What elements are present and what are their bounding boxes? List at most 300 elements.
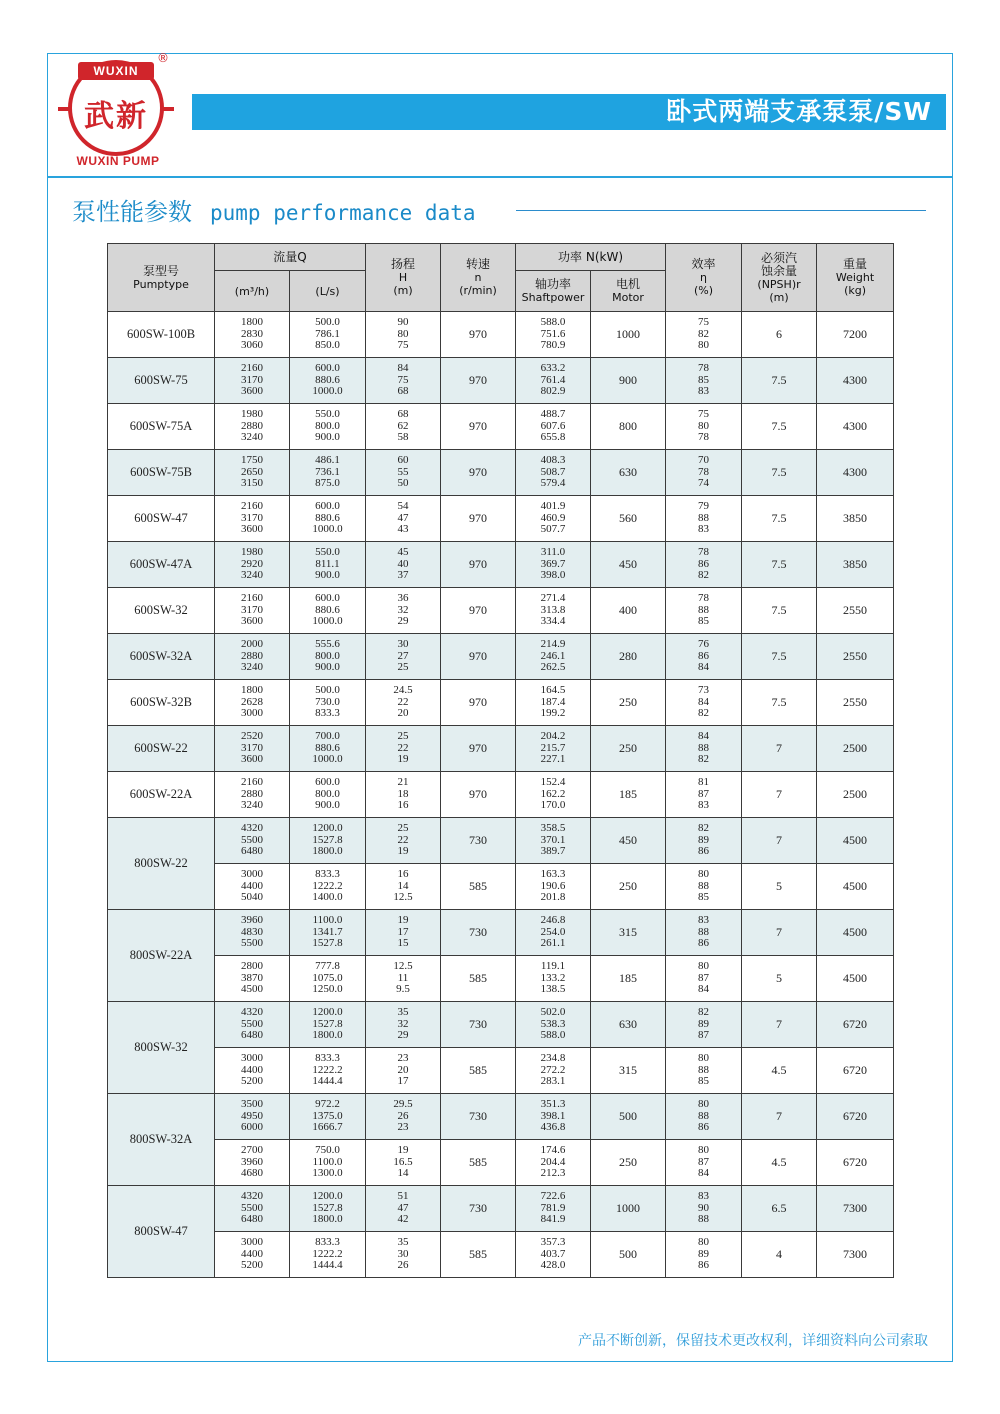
table-row [108,496,894,542]
efficiency-value: 85 [698,1075,710,1088]
flow-m3h-value: 6480 [241,845,263,858]
weight: 6720 [817,1002,894,1048]
flow-ls-value: 550.0 [315,408,340,421]
flow-m3h-value: 3170 [241,603,263,616]
motor-power: 1000 [591,1186,666,1232]
flow-ls-value: 1527.8 [312,1201,343,1214]
pump-model: 800SW-22A [108,910,215,1002]
efficiency-value: 73 [698,684,710,697]
shaft-power-value: 460.9 [540,511,566,524]
flow-ls-value: 833.3 [315,1236,340,1249]
head-value: 19 [397,1144,409,1157]
shaft-power-value: 201.8 [540,891,566,904]
table-row [108,910,894,956]
speed: 585 [441,1140,516,1186]
efficiency-value: 83 [698,385,710,398]
flow-m3h [215,1232,290,1278]
shaft-power [516,864,591,910]
efficiency-value: 88 [698,925,710,938]
flow-m3h-value: 2880 [241,649,263,662]
head-value: 30 [397,1247,409,1260]
flow-m3h-value: 3000 [241,707,263,720]
head-value: 14 [397,879,409,892]
flow-m3h-value: 3600 [241,615,263,628]
head-value: 17 [397,1075,409,1088]
flow-m3h-value: 3870 [241,971,263,984]
shaft-power [516,956,591,1002]
flow-ls-value: 900.0 [315,569,340,582]
flow-ls-value: 1300.0 [312,1167,343,1180]
shaft-power-value: 204.2 [540,730,566,743]
shaft-power [516,818,591,864]
npsh: 5 [742,956,817,1002]
npsh: 4 [742,1232,817,1278]
efficiency-value: 80 [698,339,710,352]
efficiency-value: 82 [698,707,710,720]
flow-m3h-value: 6000 [241,1121,263,1134]
flow-m3h-value: 3000 [241,1236,263,1249]
head-value: 25 [397,730,409,743]
flow-ls-value: 880.6 [315,603,340,616]
pump-model: 600SW-32A [108,634,215,680]
efficiency-value: 88 [698,511,710,524]
efficiency [666,772,742,818]
weight: 6720 [817,1140,894,1186]
flow-ls-value: 1666.7 [312,1121,343,1134]
efficiency [666,910,742,956]
head-value: 20 [397,1063,409,1076]
efficiency-value: 75 [698,316,710,329]
flow-ls-value: 800.0 [315,419,340,432]
flow-ls-value: 500.0 [315,684,340,697]
flow-m3h-value: 5500 [241,1201,263,1214]
flow-m3h-value: 5500 [241,937,263,950]
head-value: 68 [397,385,409,398]
header-flow: 流量Q [215,244,366,271]
flow-m3h-value: 3600 [241,753,263,766]
npsh: 7.5 [742,680,817,726]
flow-m3h-value: 3170 [241,741,263,754]
shaft-power-value: 488.7 [540,408,566,421]
flow-ls-value: 833.3 [315,1052,340,1065]
motor-power: 800 [591,404,666,450]
npsh: 7 [742,1002,817,1048]
efficiency-value: 84 [698,730,710,743]
flow-m3h [215,680,290,726]
shaft-power-value: 212.3 [540,1167,566,1180]
shaft-power-value: 254.0 [540,925,566,938]
flow-ls-value: 1222.2 [312,1247,343,1260]
shaft-power-value: 199.2 [540,707,566,720]
head [366,496,441,542]
header-divider [47,176,953,178]
head [366,1002,441,1048]
head [366,1048,441,1094]
shaft-power-value: 507.7 [540,523,566,536]
flow-ls [290,956,366,1002]
flow-m3h [215,358,290,404]
shaft-power-value: 272.2 [540,1063,566,1076]
flow-ls [290,726,366,772]
shaft-power-value: 538.3 [540,1017,566,1030]
flow-m3h [215,634,290,680]
pump-model: 600SW-47 [108,496,215,542]
table-row [108,1140,894,1186]
flow-ls-value: 1222.2 [312,1063,343,1076]
flow-ls-value: 833.3 [315,868,340,881]
flow-ls [290,404,366,450]
weight: 7200 [817,312,894,358]
table-row [108,1094,894,1140]
flow-m3h [215,956,290,1002]
shaft-power-value: 436.8 [540,1121,566,1134]
speed: 970 [441,496,516,542]
flow-m3h [215,542,290,588]
flow-ls-value: 800.0 [315,787,340,800]
shaft-power-value: 313.8 [540,603,566,616]
table-row [108,1048,894,1094]
shaft-power-value: 271.4 [540,592,566,605]
shaft-power-value: 164.5 [540,684,566,697]
efficiency-value: 78 [698,546,710,559]
flow-m3h-value: 2000 [241,638,263,651]
motor-power: 500 [591,1232,666,1278]
efficiency-value: 82 [698,569,710,582]
flow-m3h-value: 2160 [241,592,263,605]
flow-m3h-value: 3600 [241,385,263,398]
head [366,772,441,818]
head [366,542,441,588]
flow-ls-value: 786.1 [315,327,340,340]
head-value: 12.5 [393,960,413,973]
speed: 585 [441,864,516,910]
flow-m3h-value: 3060 [241,339,263,352]
motor-power: 1000 [591,312,666,358]
flow-m3h-value: 3600 [241,523,263,536]
efficiency [666,864,742,910]
shaft-power [516,1094,591,1140]
weight: 4500 [817,910,894,956]
speed: 730 [441,910,516,956]
efficiency-value: 86 [698,1259,710,1272]
efficiency [666,818,742,864]
efficiency-value: 86 [698,937,710,950]
table-row [108,312,894,358]
npsh: 7 [742,772,817,818]
flow-ls-value: 1200.0 [312,1006,343,1019]
head-value: 26 [397,1109,409,1122]
efficiency [666,1048,742,1094]
efficiency [666,1232,742,1278]
head-value: 20 [397,707,409,720]
flow-m3h-value: 4320 [241,1190,263,1203]
efficiency-value: 75 [698,408,710,421]
head-value: 90 [397,316,409,329]
head [366,1094,441,1140]
flow-m3h [215,496,290,542]
efficiency-value: 84 [698,1167,710,1180]
head-value: 40 [397,557,409,570]
head-value: 25 [397,822,409,835]
efficiency-value: 80 [698,868,710,881]
pump-model: 600SW-100B [108,312,215,358]
flow-ls-value: 600.0 [315,362,340,375]
weight: 4300 [817,358,894,404]
head [366,450,441,496]
efficiency [666,634,742,680]
shaft-power-value: 214.9 [540,638,566,651]
flow-ls [290,772,366,818]
flow-m3h-value: 3240 [241,799,263,812]
efficiency-value: 83 [698,1190,710,1203]
registered-mark: ® [157,51,169,65]
motor-power: 250 [591,680,666,726]
shaft-power [516,772,591,818]
flow-m3h-value: 3150 [241,477,263,490]
shaft-power-value: 401.9 [540,500,566,513]
flow-m3h [215,1048,290,1094]
head-value: 60 [397,454,409,467]
head-value: 75 [397,339,409,352]
flow-m3h-value: 5500 [241,1017,263,1030]
shaft-power-value: 204.4 [540,1155,566,1168]
shaft-power-value: 334.4 [540,615,566,628]
shaft-power-value: 133.2 [540,971,566,984]
shaft-power-value: 246.8 [540,914,566,927]
shaft-power-value: 403.7 [540,1247,566,1260]
table-row [108,1232,894,1278]
efficiency [666,450,742,496]
pump-model: 600SW-47A [108,542,215,588]
shaft-power-value: 190.6 [540,879,566,892]
efficiency-value: 79 [698,500,710,513]
efficiency [666,680,742,726]
efficiency-value: 88 [698,879,710,892]
head [366,358,441,404]
head-value: 29.5 [393,1098,413,1111]
efficiency-value: 78 [698,362,710,375]
flow-ls-value: 1400.0 [312,891,343,904]
head-value: 58 [397,431,409,444]
flow-ls-value: 800.0 [315,649,340,662]
flow-ls-value: 900.0 [315,799,340,812]
speed: 585 [441,1232,516,1278]
efficiency-value: 86 [698,845,710,858]
weight: 2550 [817,634,894,680]
weight: 2500 [817,726,894,772]
efficiency-value: 70 [698,454,710,467]
head-value: 22 [397,833,409,846]
flow-ls-value: 1527.8 [312,833,343,846]
flow-ls [290,1232,366,1278]
pump-model: 600SW-32 [108,588,215,634]
table-row [108,1002,894,1048]
shaft-power-value: 633.2 [540,362,566,375]
table-row [108,588,894,634]
head [366,1186,441,1232]
shaft-power-value: 655.8 [540,431,566,444]
flow-m3h [215,450,290,496]
table-row [108,864,894,910]
flow-ls-value: 1100.0 [312,914,343,927]
shaft-power-value: 508.7 [540,465,566,478]
shaft-power-value: 234.8 [540,1052,566,1065]
motor-power: 315 [591,910,666,956]
head-value: 19 [397,753,409,766]
logo-wuxin-pump: WUXIN PUMP [76,154,160,168]
shaft-power-value: 351.3 [540,1098,566,1111]
flow-ls [290,358,366,404]
header-motor: 电机 Motor [591,271,666,312]
flow-m3h-value: 1750 [241,454,263,467]
head-value: 21 [397,776,409,789]
shaft-power-value: 119.1 [540,960,566,973]
efficiency-value: 78 [698,431,710,444]
shaft-power [516,312,591,358]
flow-m3h-value: 6480 [241,1029,263,1042]
pump-model: 800SW-47 [108,1186,215,1278]
weight: 3850 [817,542,894,588]
head-value: 45 [397,546,409,559]
flow-ls-value: 1222.2 [312,879,343,892]
section-title-en: pump performance data [210,201,476,225]
shaft-power-value: 357.3 [540,1236,566,1249]
efficiency-value: 83 [698,914,710,927]
flow-ls [290,634,366,680]
weight: 4500 [817,818,894,864]
speed: 730 [441,1094,516,1140]
wuxin-logo [58,55,178,173]
efficiency-value: 80 [698,419,710,432]
speed: 970 [441,542,516,588]
head [366,910,441,956]
motor-power: 900 [591,358,666,404]
head-value: 17 [397,925,409,938]
flow-m3h [215,1140,290,1186]
shaft-power-value: 579.4 [540,477,566,490]
efficiency [666,312,742,358]
shaft-power-value: 802.9 [540,385,566,398]
npsh: 5 [742,864,817,910]
section-rule [516,210,926,211]
head-value: 23 [397,1121,409,1134]
shaft-power-value: 187.4 [540,695,566,708]
flow-m3h [215,864,290,910]
motor-power: 560 [591,496,666,542]
head-value: 24.5 [393,684,413,697]
head-value: 75 [397,373,409,386]
flow-ls-value: 750.0 [315,1144,340,1157]
npsh: 4.5 [742,1048,817,1094]
head-value: 22 [397,741,409,754]
shaft-power [516,1186,591,1232]
efficiency-value: 88 [698,1063,710,1076]
flow-m3h [215,1186,290,1232]
head-value: 32 [397,1017,409,1030]
flow-m3h-value: 4950 [241,1109,263,1122]
shaft-power-value: 170.0 [540,799,566,812]
head-value: 32 [397,603,409,616]
weight: 7300 [817,1232,894,1278]
flow-m3h-value: 2700 [241,1144,263,1157]
header-weight: 重量 Weight (kg) [817,244,894,312]
shaft-power [516,1048,591,1094]
efficiency-value: 88 [698,741,710,754]
motor-power: 185 [591,956,666,1002]
efficiency-value: 81 [698,776,710,789]
flow-m3h-value: 2650 [241,465,263,478]
flow-m3h-value: 1800 [241,316,263,329]
head-value: 80 [397,327,409,340]
efficiency-value: 88 [698,1109,710,1122]
flow-m3h-value: 3170 [241,511,263,524]
head-value: 51 [397,1190,409,1203]
npsh: 7 [742,1094,817,1140]
flow-ls [290,1002,366,1048]
efficiency [666,588,742,634]
flow-m3h [215,312,290,358]
flow-ls-value: 880.6 [315,741,340,754]
shaft-power [516,358,591,404]
flow-m3h-value: 6480 [241,1213,263,1226]
shaft-power-value: 261.1 [540,937,566,950]
table-row [108,680,894,726]
head [366,1232,441,1278]
npsh: 6.5 [742,1186,817,1232]
speed: 970 [441,358,516,404]
head-value: 47 [397,511,409,524]
flow-ls-value: 1075.0 [312,971,343,984]
npsh: 7 [742,818,817,864]
flow-ls [290,1094,366,1140]
flow-m3h-value: 4500 [241,983,263,996]
efficiency [666,496,742,542]
weight: 6720 [817,1094,894,1140]
efficiency-value: 85 [698,891,710,904]
shaft-power [516,634,591,680]
flow-m3h-value: 4400 [241,879,263,892]
efficiency-value: 87 [698,787,710,800]
shaft-power-value: 428.0 [540,1259,566,1272]
head-value: 84 [397,362,409,375]
speed: 730 [441,818,516,864]
flow-m3h-value: 2800 [241,960,263,973]
efficiency-value: 86 [698,649,710,662]
flow-m3h-value: 2520 [241,730,263,743]
section-title-cn: 泵性能参数 [72,198,192,226]
motor-power: 450 [591,818,666,864]
efficiency-value: 89 [698,1247,710,1260]
shaft-power-value: 607.6 [540,419,566,432]
efficiency-value: 80 [698,960,710,973]
pump-model: 800SW-32A [108,1094,215,1186]
table-row [108,450,894,496]
flow-m3h-value: 2628 [241,695,263,708]
flow-m3h-value: 4320 [241,1006,263,1019]
flow-m3h-value: 1800 [241,684,263,697]
flow-ls [290,818,366,864]
title-banner [192,94,946,130]
npsh: 7.5 [742,588,817,634]
head-value: 16 [397,799,409,812]
efficiency-value: 87 [698,971,710,984]
flow-ls [290,680,366,726]
flow-m3h-value: 5040 [241,891,263,904]
head-value: 43 [397,523,409,536]
shaft-power-value: 262.5 [540,661,566,674]
table-row [108,542,894,588]
head [366,818,441,864]
